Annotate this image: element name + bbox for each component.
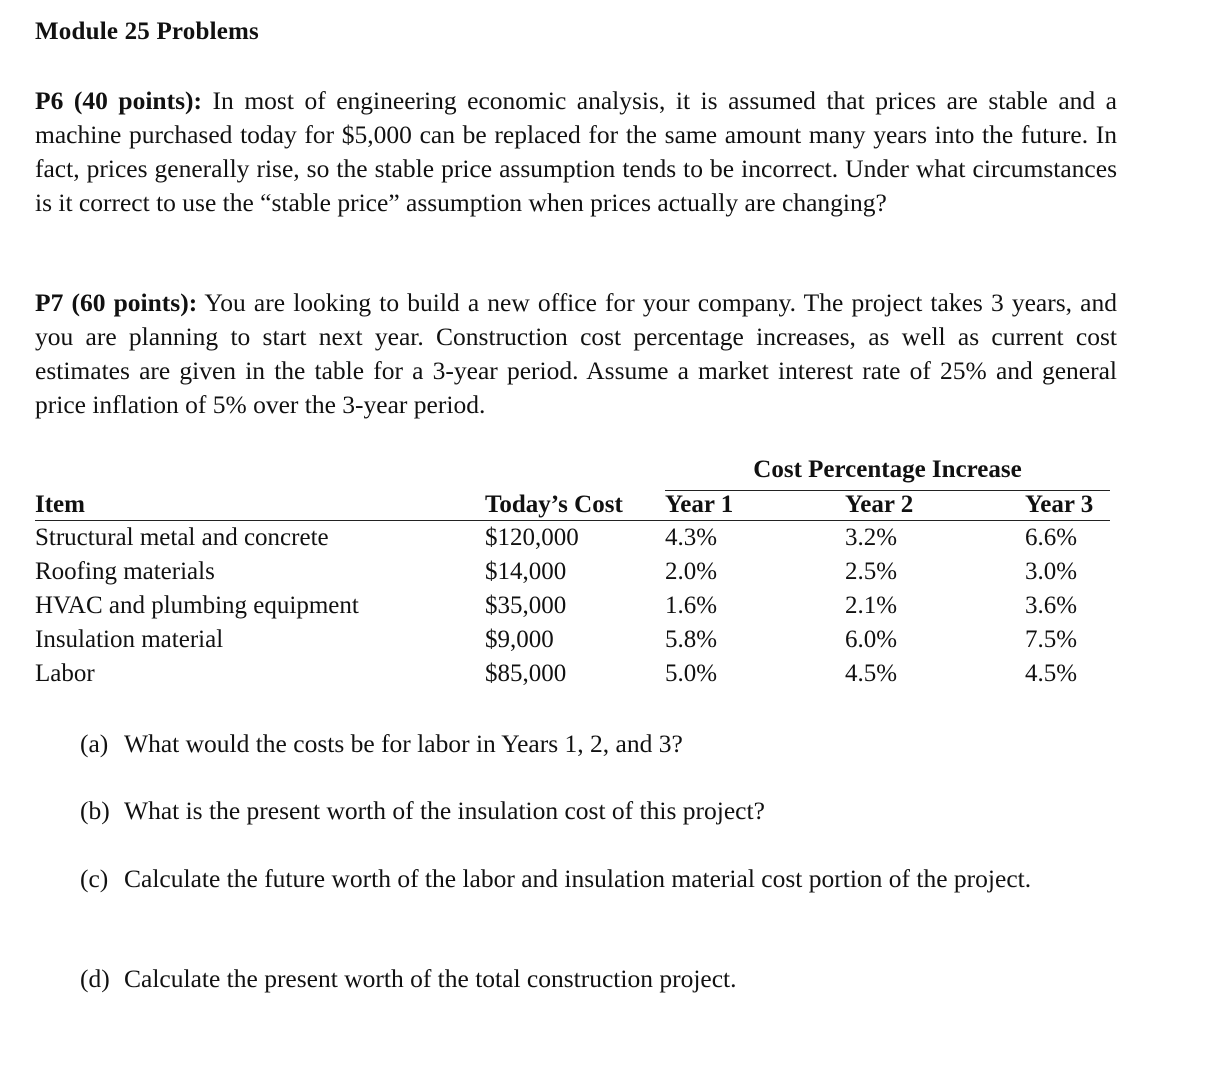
question-c — [80, 863, 1117, 895]
year-2-increase: 2.5% — [845, 558, 898, 585]
year-2-increase: 2.1% — [845, 592, 898, 619]
question-text: Calculate the future worth of the labor and insulation material cost portion of the project. — [124, 864, 1032, 893]
question-label: (b) — [80, 796, 110, 825]
question-b — [80, 795, 1117, 827]
column-header-year-2: Year 2 — [845, 491, 914, 518]
year-1-increase: 5.8% — [665, 626, 718, 653]
problem-p7-text: You are looking to build a new office for your company. The project takes 3 years, and you are planning to start next year. Construction cost percentage increases, as well as current cost estimates are given in the table for a 3-year period. Assume a market interest rate of 25% and general price inflation of 5% over the 3-year period. — [35, 288, 1117, 419]
question-text: What would the costs be for labor in Years 1, 2, and 3? — [124, 729, 683, 758]
todays-cost: $9,000 — [485, 626, 554, 653]
problem-p7-heading: P7 (60 points): — [35, 288, 198, 317]
todays-cost: $14,000 — [485, 558, 567, 585]
year-3-increase: 7.5% — [1025, 626, 1078, 653]
question-a — [80, 728, 1117, 760]
item-name: Insulation material — [35, 626, 224, 653]
question-text: What is the present worth of the insulation cost of this project? — [124, 796, 765, 825]
table-row — [35, 592, 1110, 626]
year-3-increase: 3.6% — [1025, 592, 1078, 619]
column-header-year-1: Year 1 — [665, 491, 734, 518]
module-title: Module 25 Problems — [35, 18, 259, 45]
todays-cost: $120,000 — [485, 524, 579, 551]
year-1-increase: 2.0% — [665, 558, 718, 585]
header-rule — [35, 520, 1110, 521]
year-1-increase: 5.0% — [665, 660, 718, 687]
question-label: (d) — [80, 964, 110, 993]
table-row — [35, 660, 1110, 694]
todays-cost: $35,000 — [485, 592, 567, 619]
table-row — [35, 524, 1110, 558]
year-2-increase: 4.5% — [845, 660, 898, 687]
question-text: Calculate the present worth of the total construction project. — [124, 964, 737, 993]
table-row — [35, 558, 1110, 592]
year-1-increase: 1.6% — [665, 592, 718, 619]
year-2-increase: 6.0% — [845, 626, 898, 653]
year-1-increase: 4.3% — [665, 524, 718, 551]
item-name: HVAC and plumbing equipment — [35, 592, 359, 619]
question-label: (a) — [80, 729, 109, 758]
column-header-item: Item — [35, 491, 85, 518]
year-3-increase: 3.0% — [1025, 558, 1078, 585]
problem-p6-text: In most of engineering economic analysis, it is assumed that prices are stable and a machine purchased today for $5,000 can be replaced for the same amount many years into the future. In fact, prices generally rise, so the stable price assumption tends to be incorrect. Under what circumstances is it correct to use the “stable price” assumption when prices actually are changing? — [35, 86, 1118, 217]
column-header-todays-cost: Today’s Cost — [485, 491, 623, 518]
problem-p6-heading: P6 (40 points): — [35, 86, 202, 115]
item-name: Labor — [35, 660, 95, 687]
question-d — [80, 963, 1117, 995]
year-2-increase: 3.2% — [845, 524, 898, 551]
question-label: (c) — [80, 864, 109, 893]
item-name: Structural metal and concrete — [35, 524, 329, 551]
cost-percentage-increase-header: Cost Percentage Increase — [753, 456, 1022, 483]
year-3-increase: 6.6% — [1025, 524, 1078, 551]
cost-table — [35, 456, 1115, 696]
item-name: Roofing materials — [35, 558, 215, 585]
table-row — [35, 626, 1110, 660]
year-3-increase: 4.5% — [1025, 660, 1078, 687]
column-header-year-3: Year 3 — [1025, 491, 1094, 518]
problem-p7 — [35, 286, 1117, 422]
todays-cost: $85,000 — [485, 660, 567, 687]
problem-p6 — [35, 84, 1117, 220]
